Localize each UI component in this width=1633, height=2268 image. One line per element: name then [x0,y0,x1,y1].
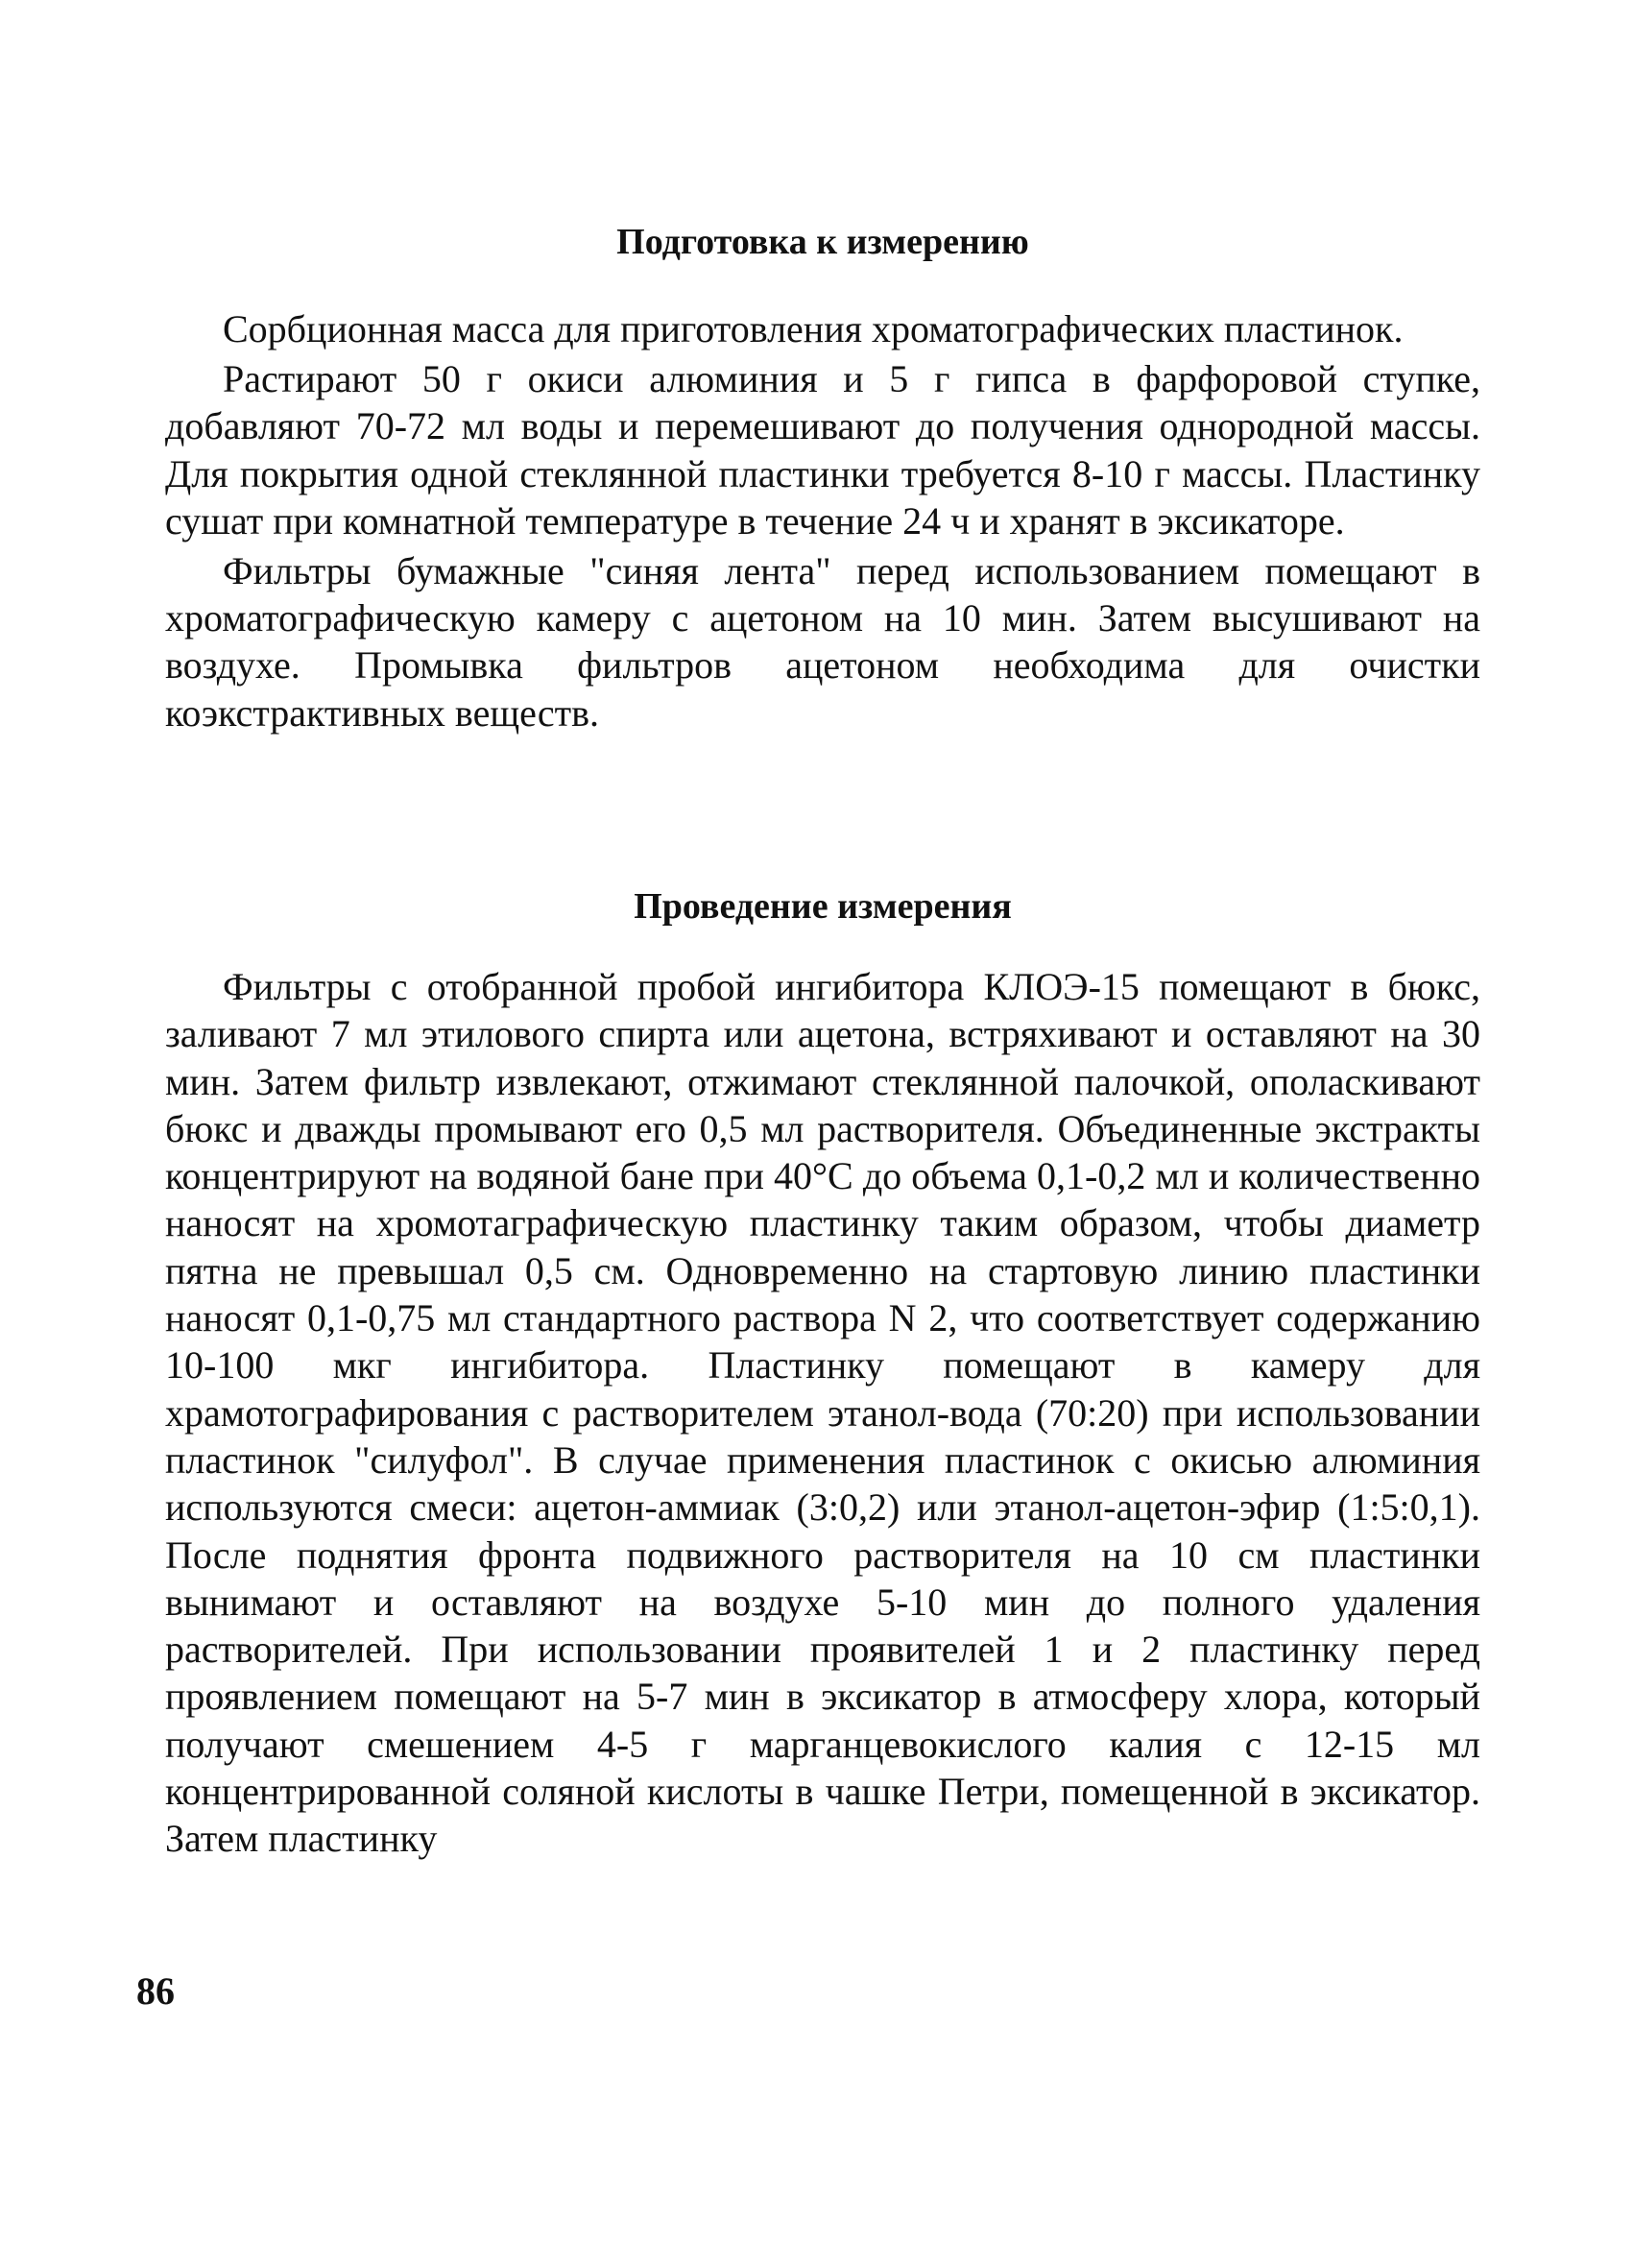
section-title-measurement: Проведение измерения [634,886,1012,927]
page-number: 86 [136,1969,175,2013]
section-preparation-body [165,305,1480,739]
paragraph-grinding: Растирают 50 г окиси алюминия и 5 г гипса в фарфоровой ступке, добавляют 70-72 мл воды и перемешивают до получения однородной массы. Для покрытия одной стеклянной пластинки требуется 8-10 г массы. Пластинку сушат при комнатной температуре в течение 24 ч и хранят в эксикаторе. [165,357,1480,543]
section-title-preparation: Подготовка к измерению [616,222,1029,262]
paragraph-filters: Фильтры бумажные "синяя лента" перед использованием помещают в хроматографическую камеру с ацетоном на 10 мин. Затем высушивают на воздухе. Промывка фильтров ацетоном необходима для очистки коэкстрактивных веществ. [165,549,1480,735]
section-measurement-body [165,963,1480,1866]
paragraph-measurement-procedure: Фильтры с отобранной пробой ингибитора КЛОЭ-15 помещают в бюкс, заливают 7 мл этилового спирта или ацетона, встряхивают и оставляют на 30 мин. Затем фильтр извлекают, отжимают стеклянной палочкой, ополаскивают бюкс и дважды промывают его 0,5 мл растворителя. Объединенные экстракты концентрируют на водяной бане при 40°С до объема 0,1-0,2 мл и количественно наносят на хромотаграфическую пластинку таким образом, чтобы диаметр пятна не превышал 0,5 см. Одновременно на стартовую линию пластинки наносят 0,1-0,75 мл стандартного раствора N 2, что соответствует содержанию 10-100 мкг ингибитора. Пластинку помещают в камеру для храмотографирования с растворителем этанол-вода (70:20) при использовании пластинок "силуфол". В случае применения пластинок с окисью алюминия используются смеси: ацетон-аммиак (3:0,2) или этанол-ацетон-эфир (1:5:0,1). После поднятия фронта подвижного растворителя на 10 см пластинки вынимают и оставляют на воздухе 5-10 мин до полного удаления растворителей. При использовании проявителей 1 и 2 пластинку перед проявлением помещают на 5-7 мин в эксикатор в атмосферу хлора, который получают смешением 4-5 г марганцевокислого калия с 12-15 мл концентрированной соляной кислоты в чашке Петри, помещенной в эксикатор. Затем пластинку [165,965,1480,1861]
paragraph-sorbent-mass: Сорбционная масса для приготовления хроматографических пластинок. [223,307,1404,350]
